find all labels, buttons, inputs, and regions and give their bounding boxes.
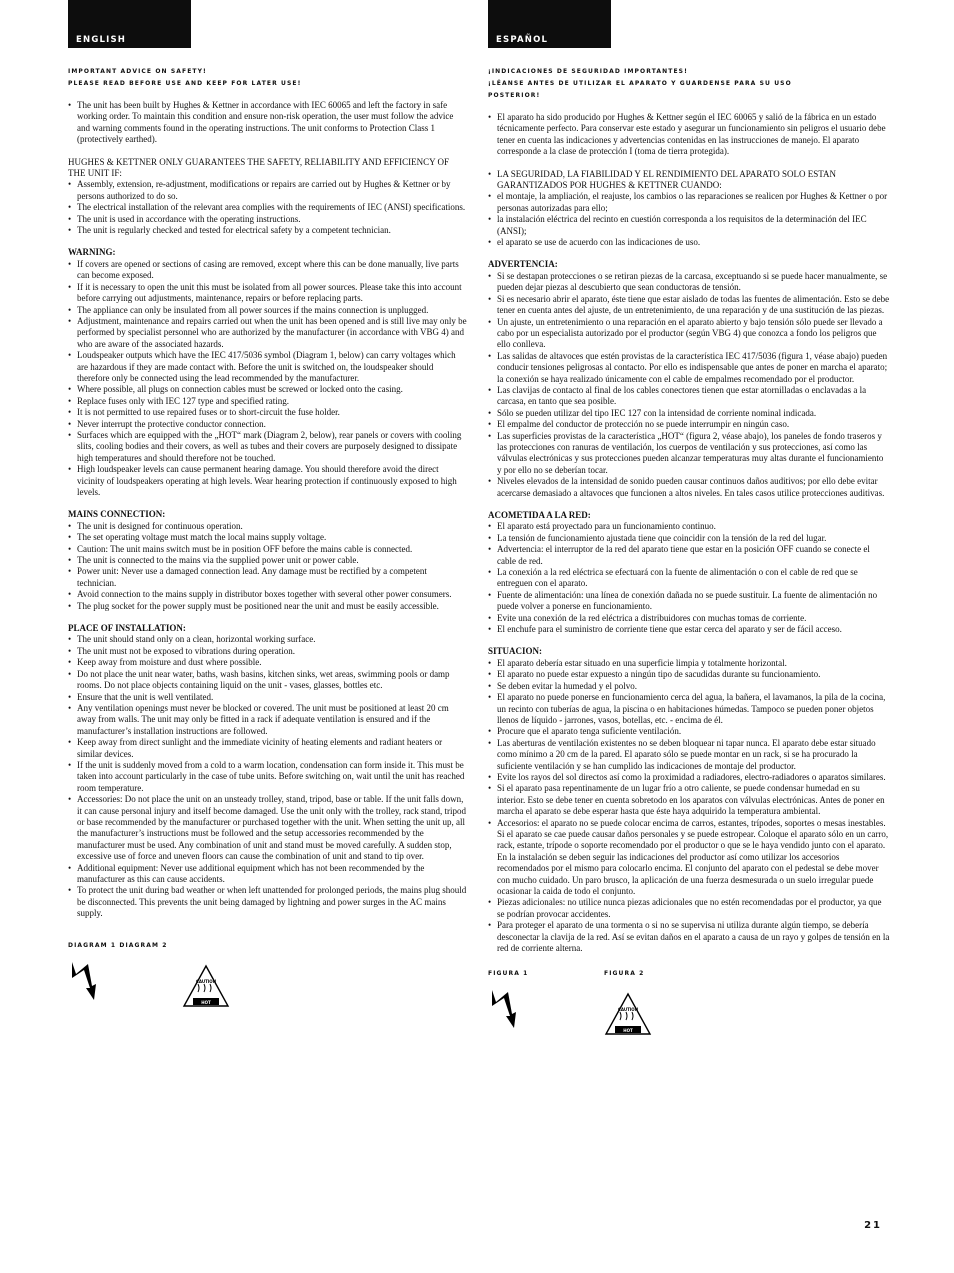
guarantee-list-es [488, 169, 890, 249]
list-item: • Adjustment, maintenance and repairs carried out when the unit has been opened and is still live may only be performed by specialist personnel who are authorized by the manufacturer (in accordance with VBG 4) and who are aware of the associated hazards. [68, 316, 468, 350]
list-item: • Para proteger el aparato de una tormenta o si no se supervisa ni utiliza durante algún tiempo, se debería desconectar la clavija de la red. Así se evitan daños en el aparato a causa de un rayo y golpes de tensión en la red de corriente alterna. [488, 920, 890, 954]
list-item: • Assembly, extension, re-adjustment, modifications or repairs are carried out by Hughes & Kettner or by persons authorized to do so. [68, 179, 468, 202]
installation-list [68, 634, 468, 919]
list-item: • Las clavijas de contacto al final de los cables conectores tienen que estar atornilladas o enclavadas a la carcasa, en tanto que sea posible. [488, 385, 890, 408]
list-item: • la instalación eléctrica del recinto en cuestión corresponda a los requisitos de la determinación del IEC (ANSI); [488, 214, 890, 237]
hot-text-es: HOT [623, 1028, 633, 1034]
list-item: • Evite los rayos del sol directos así como la proximidad a radiadores, electro-radiadores o aparatos similares. [488, 772, 890, 783]
english-column [68, 0, 468, 1018]
right-diagrams [488, 986, 890, 1046]
list-item: • La tensión de funcionamiento ajustada tiene que coincidir con la tensión de la red del lugar. [488, 533, 890, 544]
list-item: • Avoid connection to the mains supply in distributor boxes together with several other power consumers. [68, 589, 468, 600]
list-item: • If it is necessary to open the unit this must be isolated from all power sources. Please take this into account before carrying out adjustments, maintenance, repairs or before replacing parts. [68, 282, 468, 305]
hot-caution-icon [182, 964, 230, 1008]
list-item: • The electrical installation of the relevant area complies with the requirements of IEC (ANSI) specifications. [68, 202, 468, 213]
guarantee-section-es [488, 169, 890, 249]
warning-section [68, 247, 468, 498]
mains-list [68, 521, 468, 612]
list-item: • LA SEGURIDAD, LA FIABILIDAD Y EL RENDIMIENTO DEL APARATO SOLO ESTAN GARANTIZADOS POR HUGHES & KETTNER CUANDO: [488, 169, 890, 192]
list-item: • Caution: The unit mains switch must be in position OFF before the mains cable is connected. [68, 544, 468, 555]
list-item: • Keep away from moisture and dust where possible. [68, 657, 468, 668]
list-item: • Ensure that the unit is well ventilated. [68, 692, 468, 703]
safety-headings-es [488, 66, 890, 102]
intro-list [68, 100, 468, 146]
list-item: • La conexión a la red eléctrica se efectuará con la fuente de alimentación o con el cable de red que se entreguen con el aparato. [488, 567, 890, 590]
list-item: • Do not place the unit near water, baths, wash basins, kitchen sinks, wet areas, swimming pools or damp rooms. Do not place objects containing liquid on the unit - vases, glasses, bottles etc. [68, 669, 468, 692]
list-item: • Las aberturas de ventilación existentes no se deben bloquear ni tapar nunca. El aparato debe estar situado como mínimo a 20 cm de la pared. El aparato sólo se puede montar en un rack, si se ha procurado la suficiente ventilación y se han cumplido las indicaciones de montaje del productor. [488, 738, 890, 772]
list-item: • Replace fuses only with IEC 127 type and specified rating. [68, 396, 468, 407]
mains-list-es [488, 521, 890, 635]
safety-subheading: PLEASE READ BEFORE USE AND KEEP FOR LATER USE! [68, 80, 302, 87]
guarantee-title: HUGHES & KETTNER ONLY GUARANTEES THE SAFETY, RELIABILITY AND EFFICIENCY OF THE UNIT IF: [68, 156, 450, 179]
safety-headings [68, 66, 468, 90]
list-item: • If covers are opened or sections of casing are removed, except where this can be done manually, live parts can become exposed. [68, 259, 468, 282]
mains-title-es: ACOMETIDA A LA RED: [488, 510, 591, 520]
spanish-tab: ESPAÑOL [488, 0, 611, 48]
list-item: • Power unit: Never use a damaged connection lead. Any damage must be rectified by a competent technician. [68, 566, 468, 589]
list-item: • Un ajuste, un entretenimiento o una reparación en el aparato abierto y bajo tensión sólo puede ser llevado a cabo por un especialista autorizado por el productor (según VBG 4) que conozca a fondo los peligros que ello conlleva. [488, 317, 890, 351]
list-item: • El aparato no puede ponerse en funcionamiento cerca del agua, la bañera, el lavamanos, la pila de la cocina, un recinto con tuberías de agua, la piscina o en habitaciones húmedas. Tampoco se pueden poner objetos llenos de líquido - jarrones, vasos, botellas, etc. - encima de él. [488, 692, 890, 726]
caution-text-es: CAUTION [617, 1007, 639, 1013]
list-item: • If the unit is suddenly moved from a cold to a warm location, condensation can form inside it. This must be taken into account particularly in the case of tube units. Before switching on, wait until the unit has reached room temperature. [68, 760, 468, 794]
hot-text: HOT [201, 999, 211, 1005]
list-item: • High loudspeaker levels can cause permanent hearing damage. You should therefore avoid the direct vicinity of loudspeakers operating at high levels. Wear hearing protection if continuously exposed to high levels. [68, 464, 468, 498]
spanish-column [488, 0, 890, 1046]
list-item: • El aparato no puede estar expuesto a ningún tipo de sacudidas durante su funcionamiento. [488, 669, 890, 680]
mains-section [68, 509, 468, 612]
list-item: • Sólo se pueden utilizar del tipo IEC 127 con la intensidad de corriente nominal indicada. [488, 408, 890, 419]
figure-2-label: FIGURA 2 [604, 970, 645, 978]
caution-text: CAUTION [195, 978, 217, 984]
list-item: • Fuente de alimentación: una línea de conexión dañada no se puede sustituir. La fuente de alimentación no puede volver a ponerse en funcionamiento. [488, 590, 890, 613]
figure-1-label: FIGURA 1 [488, 970, 529, 978]
list-item: • Piezas adicionales: no utilice nunca piezas adicionales que no estén recomendadas por el productor, ya que se podrían provocar accidentes. [488, 897, 890, 920]
list-item: • El aparato debería estar situado en una superficie limpia y totalmente horizontal. [488, 658, 890, 669]
list-item: • The set operating voltage must match the local mains supply voltage. [68, 532, 468, 543]
lightning-bolt-icon [68, 958, 112, 1002]
warning-title-es: ADVERTENCIA: [488, 259, 558, 270]
list-item: • Procure que el aparato tenga suficiente ventilación. [488, 726, 890, 737]
list-item: • Loudspeaker outputs which have the IEC 417/5036 symbol (Diagram 1, below) can carry voltages which are hazardous if they are made contact with. Before the unit is switched on, the loudspeaker should therefore only be connected using the lead recommended by the manufacturer. [68, 350, 468, 384]
list-item: • Niveles elevados de la intensidad de sonido pueden causar continuos daños auditivos; por ello debe evitar acercarse demasiado a altavoces que funcionen a altos niveles. En tales casos utilice protecciones auditivas. [488, 476, 890, 499]
list-item: • The unit is designed for continuous operation. [68, 521, 468, 532]
list-item: • The unit is regularly checked and tested for electrical safety by a competent technician. [68, 225, 468, 236]
list-item: • Si el aparato pasa repentinamente de un lugar frío a otro caliente, se puede condensar humedad en su interior. Esto se debe tener en cuenta sobretodo en los aparatos con válvulas electrónicas. Antes de poner en marcha el aparato se debe esperar hasta que éste haya adquirido la temperatura ambiental. [488, 783, 890, 817]
installation-section [68, 623, 468, 920]
list-item: • Las superficies provistas de la característica „HOT“ (figura 2, véase abajo), los paneles de fondo traseros y las protecciones con ranuras de ventilación, los cuerpos de ventilación y sus protecciones, así como las válvulas electrónicas y sus protecciones pueden alcanzar temperaturas muy altas durante el funcionamiento y por ello no se deberían tocar. [488, 431, 890, 477]
list-item: • El aparato está proyectado para un funcionamiento continuo. [488, 521, 890, 532]
installation-section-es [488, 646, 890, 954]
list-item: • The unit is connected to the mains via the supplied power unit or power cable. [68, 555, 468, 566]
safety-subheading-es-2: POSTERIOR! [488, 92, 541, 99]
english-tab: ENGLISH [68, 0, 191, 48]
list-item: • Advertencia: el interruptor de la red del aparato tiene que estar en la posición OFF cuando se conecte el cable de red. [488, 544, 890, 567]
list-item: • Keep away from direct sunlight and the immediate vicinity of heating elements and radiant heaters or similar devices. [68, 737, 468, 760]
list-item: • El empalme del conductor de protección no se puede interrumpir en ningún caso. [488, 419, 890, 430]
list-item: • The unit is used in accordance with the operating instructions. [68, 214, 468, 225]
hot-caution-icon-es [604, 992, 652, 1036]
warning-title: WARNING: [68, 247, 116, 258]
installation-title: PLACE OF INSTALLATION: [68, 623, 186, 634]
list-item: • The unit must not be exposed to vibrations during operation. [68, 646, 468, 657]
lightning-bolt-icon-es [488, 986, 532, 1030]
list-item: • To protect the unit during bad weather or when left unattended for prolonged periods, the mains plug should be disconnected. This prevents the unit being damaged by lightning and power surges in the AC mains supply. [68, 885, 468, 919]
list-item: • Accesorios: el aparato no se puede colocar encima de carros, estantes, trípodes, soportes o mesas inestables. Si el aparato se cae puede causar daños personales y se puede estropear. Coloque el aparato sólo en un carro, rack, estante, trípode o soporte recomendado por el productor o que se le haya vendido junto con el aparato. En la instalación se deben seguir las indicaciones del productor así como utilizar los accesorios recomendados por el mismo para colocarlo encima. El conjunto del aparato con el pedestal se debe mover con mucho cuidado. Un paro brusco, la aplicación de una fuerza desmesurada o un suelo irregular puede ocasionar la caida de todo el conjunto. [488, 818, 890, 898]
figure-labels [488, 968, 890, 980]
list-item: • The unit should stand only on a clean, horizontal working surface. [68, 634, 468, 645]
list-item: • Se deben evitar la humedad y el polvo. [488, 681, 890, 692]
list-item: • el montaje, la ampliación, el reajuste, los cambios o las reparaciones se realicen por Hughes & Kettner o por personas autorizadas para ello; [488, 191, 890, 214]
list-item: • Any ventilation openings must never be blocked or covered. The unit must be positioned at least 20 cm away from walls. The unit may only be fitted in a rack if adequate ventilation is ensured and if the manufacturer’s installation instructions are followed. [68, 703, 468, 737]
list-item: • The unit has been built by Hughes & Kettner in accordance with IEC 60065 and left the factory in safe working order. To maintain this condition and ensure non-risk operation, the user must follow the advice and warning comments found in the operating instructions. The unit conforms to Protection Class 1 (protectively earthed). [68, 100, 468, 146]
page-number: 21 [864, 1220, 882, 1231]
intro-list-es [488, 112, 890, 158]
list-item: • It is not permitted to use repaired fuses or to short-circuit the fuse holder. [68, 407, 468, 418]
list-item: • el aparato se use de acuerdo con las indicaciones de uso. [488, 237, 890, 248]
list-item: • Si es necesario abrir el aparato, éste tiene que estar aislado de todas las fuentes de alimentación. Esto se debe tener en cuenta antes del ajuste, de un entretenimiento, de una reparación y de una sustitución de las piezas. [488, 294, 890, 317]
list-item: • The appliance can only be insulated from all power sources if the mains connection is unplugged. [68, 305, 468, 316]
safety-heading-es: ¡INDICACIONES DE SEGURIDAD IMPORTANTES! [488, 68, 688, 75]
safety-subheading-es: ¡LÉANSE ANTES DE UTILIZAR EL APARATO Y GUARDENSE PARA SU USO [488, 80, 792, 87]
mains-title: MAINS CONNECTION: [68, 509, 166, 520]
list-item: • El enchufe para el suministro de corriente tiene que estar cerca del aparato y ser de fácil acceso. [488, 624, 890, 635]
list-item: • Surfaces which are equipped with the „HOT“ mark (Diagram 2, below), rear panels or covers with cooling slits, cooling bodies and their covers, as well as tubes and their covers are purposely designed to dissipate high temperatures and should therefore not be touched. [68, 430, 468, 464]
list-item: • Additional equipment: Never use additional equipment which has not been recommended by the manufacturer as this can cause accidents. [68, 863, 468, 886]
safety-heading: IMPORTANT ADVICE ON SAFETY! [68, 68, 207, 75]
installation-title-es: SITUACION: [488, 646, 543, 657]
list-item: • Never interrupt the protective conductor connection. [68, 419, 468, 430]
installation-list-es [488, 658, 890, 955]
warning-list-es [488, 271, 890, 499]
list-item: • Las salidas de altavoces que estén provistas de la característica IEC 417/5036 (figura 1, véase abajo) pueden conducir tensiones peligrosas al contacto. Por ello es indispensable que antes de poner en marcha el aparato; la conexión se haya realizado únicamente con el cable de empalmes recomendado por el productor. [488, 351, 890, 385]
list-item: • Evite una conexión de la red eléctrica a distribuidores con muchas tomas de corriente. [488, 613, 890, 624]
list-item: • The plug socket for the power supply must be positioned near the unit and must be easily accessible. [68, 601, 468, 612]
left-diagrams [68, 958, 468, 1018]
mains-section-es [488, 510, 890, 635]
warning-section-es [488, 259, 890, 499]
list-item: • Si se destapan protecciones o se retiran piezas de la carcasa, exceptuando si se puede hacer manualmente, se pueden dejar piezas al descubierto que sean conductoras de tensión. [488, 271, 890, 294]
list-item: • Where possible, all plugs on connection cables must be screwed or locked onto the casing. [68, 384, 468, 395]
warning-list [68, 259, 468, 499]
guarantee-list [68, 179, 468, 236]
list-item: • El aparato ha sido producido por Hughes & Kettner según el IEC 60065 y salió de la fábrica en un estado técnicamente perfecto. Para conservar este estado y asegurar un funcionamiento sin peligros el usuario debe tener en cuenta las indicaciones y advertencias contenidas en las instrucciones de manejo. El aparato corresponde a la clase de protección I (toma de tierra protegida). [488, 112, 890, 158]
diagram-label: DIAGRAM 1 DIAGRAM 2 [68, 941, 168, 949]
list-item: • Accessories: Do not place the unit on an unsteady trolley, stand, tripod, base or table. If the unit falls down, it can cause personal injury and itself become damaged. Use the unit only with the trolley, rack stand, tripod or base recommended by the manufacturer or purchased together with the unit. When setting the unit up, all the manufacturer’s instructions must be followed and the setup accessories recommended by the manufacturer must be used. Any combination of unit and stand must be moved carefully. A sudden stop, excessive use of force and uneven floors can cause the combination of unit and stand to tip over. [68, 794, 468, 862]
guarantee-section [68, 157, 468, 237]
